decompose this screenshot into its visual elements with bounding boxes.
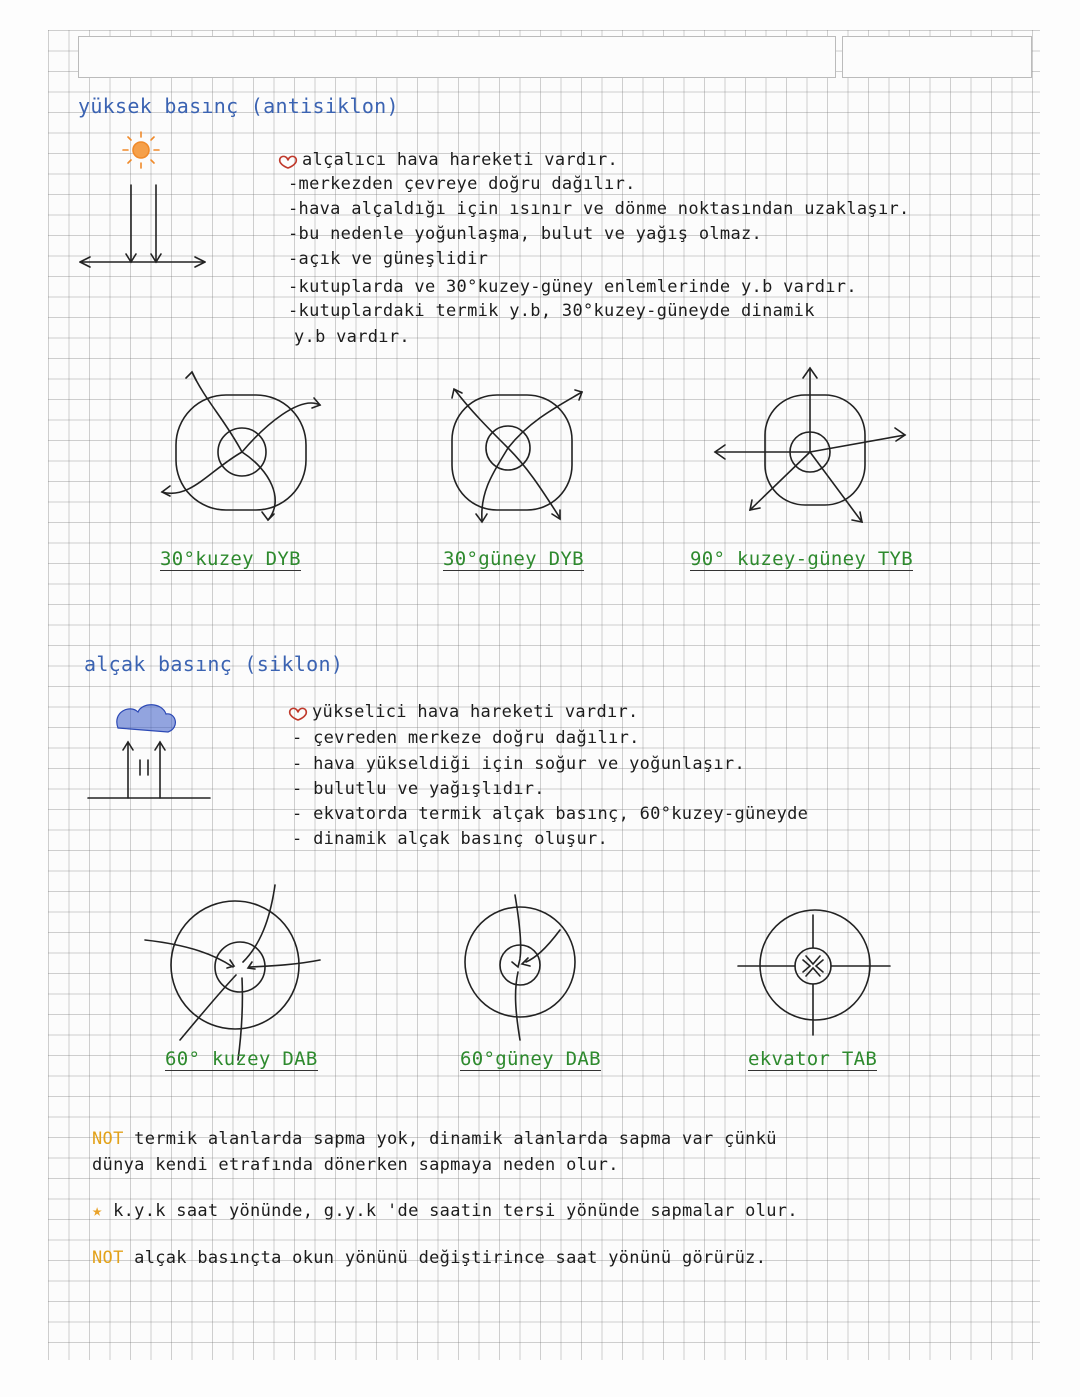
high-bullet-6: -kutuplarda ve 30°kuzey-güney enlemlerinde y.b vardır. — [288, 277, 857, 297]
low-bullet-4: - bulutlu ve yağışlıdır. — [292, 779, 545, 799]
high-bullet-5: -açık ve güneşlidir — [288, 249, 489, 269]
high-bullet-7: -kutuplardaki termik y.b, 30°kuzey-güneyde dinamik — [288, 301, 815, 321]
low-pressure-rising-air-diagram — [88, 742, 210, 798]
note-1 — [92, 1131, 777, 1148]
high-pressure-title: yüksek basınç (antisiklon) — [78, 94, 399, 118]
low-bullet-1: yükselici hava hareketi vardır. — [312, 702, 639, 722]
star-note — [92, 1203, 798, 1220]
caption-ekvator-tab: ekvator TAB — [748, 1048, 878, 1070]
low-bullet-2: - çevreden merkeze doğru dağılır. — [292, 728, 640, 748]
low-bullet-5: - ekvatorda termik alçak basınç, 60°kuzey-güneyde — [292, 804, 809, 824]
low-pressure-title: alçak basınç (siklon) — [84, 652, 344, 676]
diagram-60-kuzey-dab — [145, 885, 320, 1060]
sun-icon — [123, 132, 159, 168]
diagram-60-guney-dab — [465, 895, 575, 1040]
diagram-90-kuzey-guney-tyb — [715, 368, 905, 522]
caption-60-kuzey-dab: 60° kuzey DAB — [165, 1048, 318, 1070]
note-2-text: alçak basınçta okun yönünü değiştirince saat yönünü görürüz. — [134, 1248, 767, 1268]
high-pressure-sinking-air-diagram — [80, 185, 205, 267]
note-label: NOT — [92, 1129, 124, 1149]
diagram-30-kuzey-dyb — [162, 372, 320, 520]
cloud-icon — [117, 705, 176, 732]
caption-90-kuzey-guney-tyb: 90° kuzey-güney TYB — [690, 548, 914, 570]
note-1-line-2: dünya kendi etrafında dönerken sapmaya neden olur. — [92, 1155, 619, 1175]
high-bullet-8: y.b vardır. — [294, 327, 410, 347]
low-bullet-3: - hava yükseldiği için soğur ve yoğunlaşır. — [292, 754, 745, 774]
low-bullet-6: - dinamik alçak basınç oluşur. — [292, 829, 609, 849]
heart-bullet-icon — [290, 708, 307, 720]
note-1-line-1: termik alanlarda sapma yok, dinamik alanlarda sapma var çünkü — [134, 1129, 777, 1149]
star-note-text: k.y.k saat yönünde, g.y.k 'de saatin tersi yönünde sapmalar olur. — [113, 1201, 798, 1221]
caption-30-guney-dyb: 30°güney DYB — [443, 548, 584, 570]
high-bullet-4: -bu nedenle yoğunlaşma, bulut ve yağış olmaz. — [288, 224, 763, 244]
high-bullet-1: alçalıcı hava hareketi vardır. — [302, 150, 619, 170]
diagram-ekvator-tab — [738, 910, 890, 1035]
star-icon: ★ — [92, 1201, 103, 1221]
note-2-label: NOT — [92, 1248, 124, 1268]
note-2 — [92, 1250, 766, 1267]
caption-30-kuzey-dyb: 30°kuzey DYB — [160, 548, 301, 570]
caption-60-guney-dab: 60°güney DAB — [460, 1048, 601, 1070]
heart-bullet-icon — [280, 156, 297, 168]
diagram-30-guney-dyb — [452, 389, 582, 522]
high-bullet-3: -hava alçaldığı için ısınır ve dönme noktasından uzaklaşır. — [288, 199, 910, 219]
high-bullet-2: -merkezden çevreye doğru dağılır. — [288, 174, 636, 194]
